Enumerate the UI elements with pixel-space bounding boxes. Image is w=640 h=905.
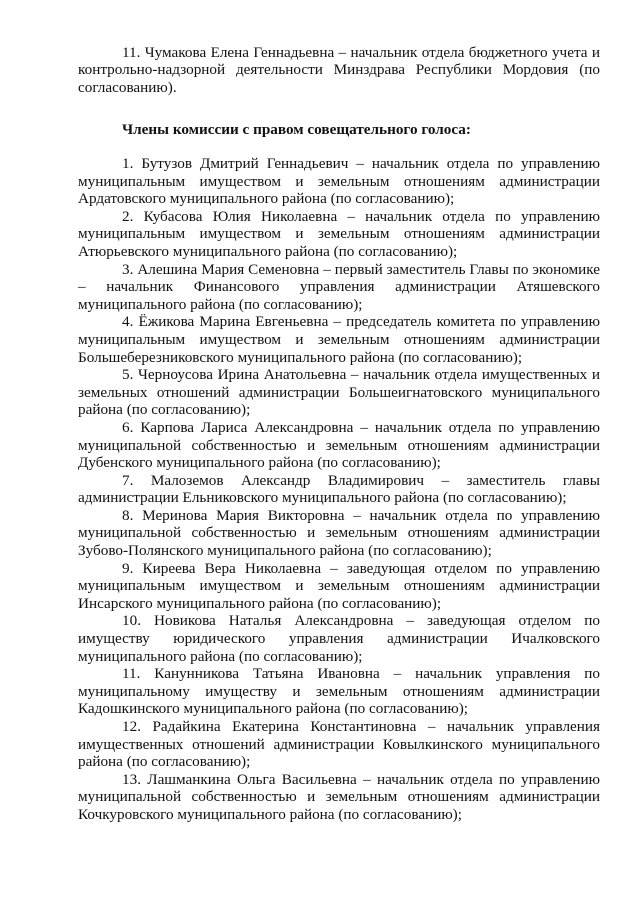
list-item: 9. Киреева Вера Николаевна – заведующая отделом по управлению муниципальным имуществом и земельным отношениям администрации Инсарского муниципального района (по согласованию); <box>78 559 600 612</box>
list-item: 6. Карпова Лариса Александровна – начальник отдела по управлению муниципальной собственностью и земельным отношениям администрации Дубенского муниципального района (по согласованию); <box>78 418 600 472</box>
list-item: 11. Канунникова Татьяна Ивановна – начальник управления по муниципальному имуществу и земельным отношениям администрации Кадошкинского муниципального района (по согласованию); <box>78 665 600 718</box>
section-title: Члены комиссии с правом совещательного голоса: <box>122 121 471 138</box>
intro-paragraph: 11. Чумакова Елена Геннадьевна – начальник отдела бюджетного учета и контрольно-надзорной деятельности Минздрава Республики Мордовия (по согласованию). <box>78 44 600 96</box>
list-item: 12. Радайкина Екатерина Константиновна – начальник управления имущественных отношений администрации Ковылкинского муниципального района (по согласованию); <box>78 718 600 771</box>
list-item: 8. Меринова Мария Викторовна – начальник отдела по управлению муниципальной собственностью и земельным отношениям администрации Зубово-Полянского муниципального района (по согласованию); <box>78 506 600 560</box>
list-item: 13. Лашманкина Ольга Васильевна – начальник отдела по управлению муниципальной собственностью и земельным отношениям администрации Кочкуровского муниципального района (по согласованию); <box>78 770 600 823</box>
list-item: 10. Новикова Наталья Александровна – заведующая отделом по имуществу юридического управления администрации Ичалковского муниципального района (по согласованию); <box>78 612 600 665</box>
list-item: 2. Кубасова Юлия Николаевна – начальник отдела по управлению муниципальным имуществом и земельным отношениям администрации Атюрьевского муниципального района (по согласованию); <box>78 207 600 260</box>
list-item: 3. Алешина Мария Семеновна – первый заместитель Главы по экономике – начальник Финансового управления администрации Атяшевского муниципального района (по согласованию); <box>78 260 600 313</box>
list-item: 5. Черноусова Ирина Анатольевна – начальник отдела имущественных и земельных отношений администрации Большеигнатовского муниципального района (по согласованию); <box>78 366 600 419</box>
list-item: 1. Бутузов Дмитрий Геннадьевич – начальник отдела по управлению муниципальным имуществом и земельным отношениям администрации Ардатовского муниципального района (по согласованию); <box>78 155 600 208</box>
list-item: 7. Малоземов Александр Владимирович – заместитель главы администрации Ельниковского муниципального района (по согласованию); <box>78 471 600 507</box>
members-list <box>78 155 600 824</box>
list-item: 4. Ёжикова Марина Евгеньевна – председатель комитета по управлению муниципальным имуществом и земельным отношениям администрации Большеберезниковского муниципального района (по согласованию); <box>78 313 600 366</box>
